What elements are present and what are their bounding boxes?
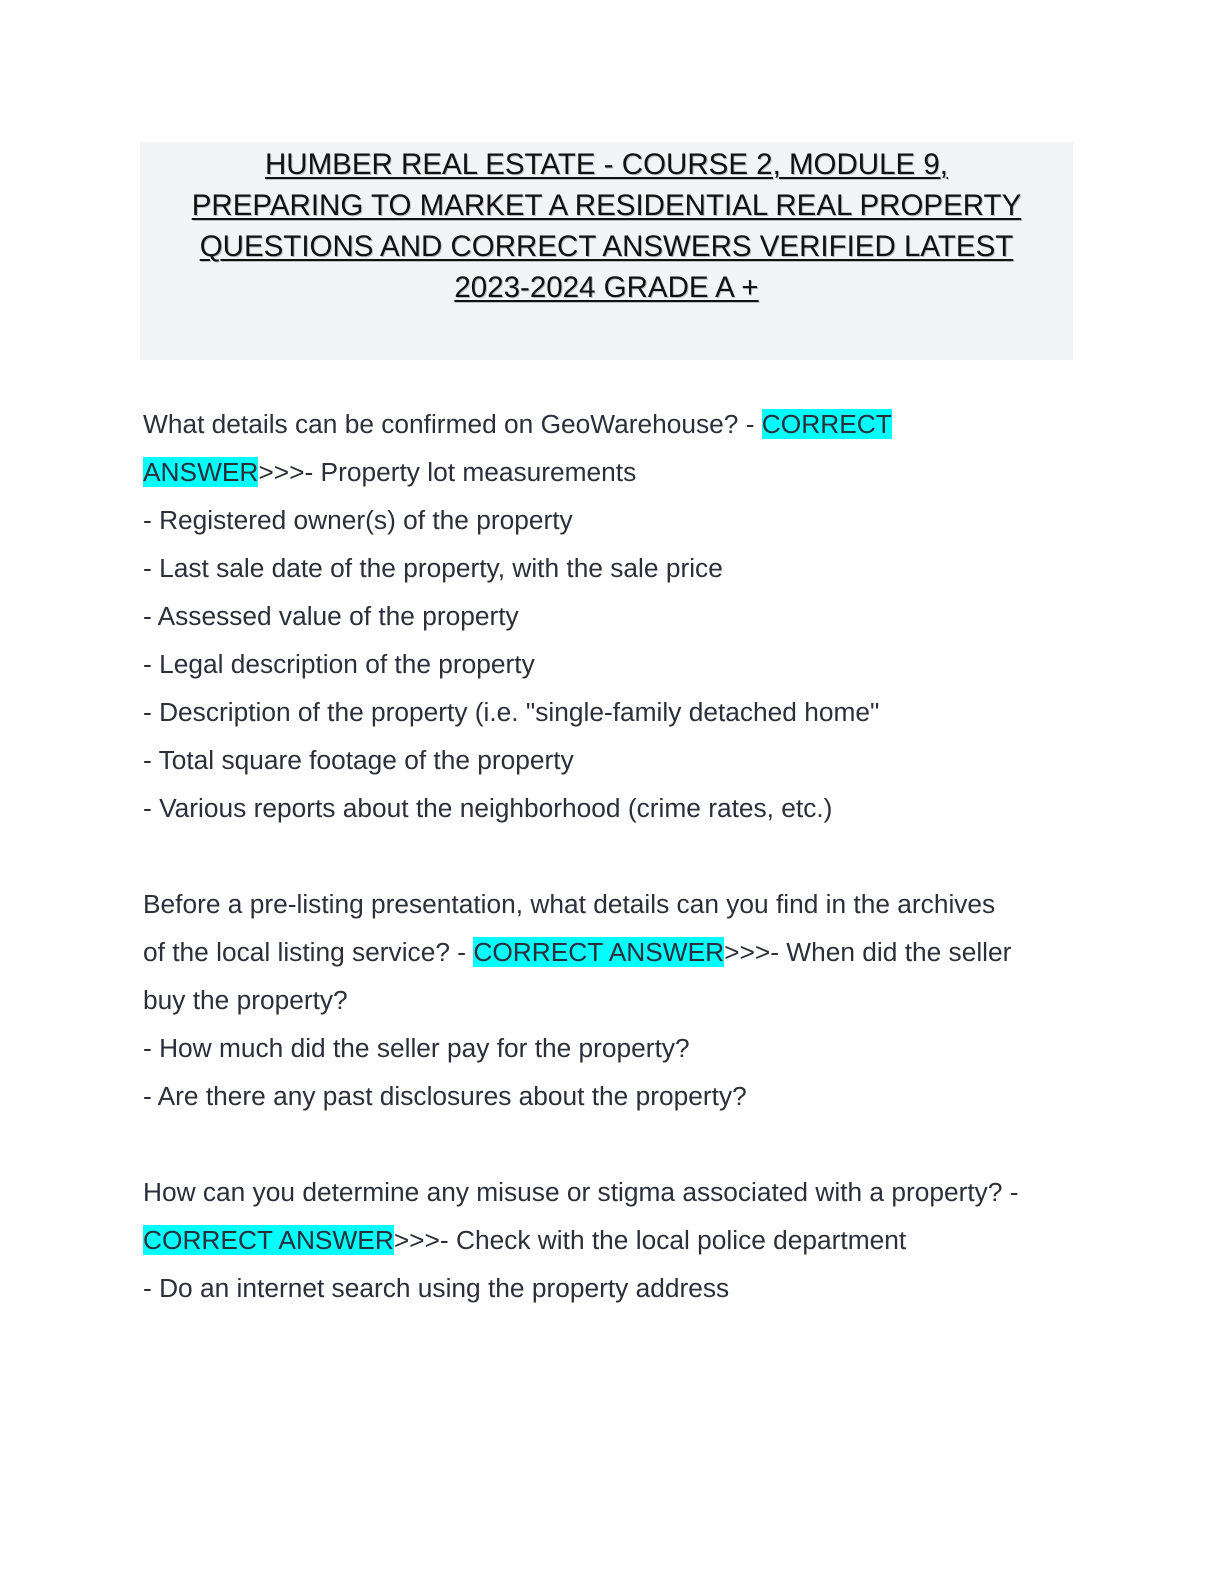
correct-answer-highlight: CORRECT ANSWER [473, 937, 725, 967]
answer-line: - How much did the seller pay for the property? [143, 1033, 690, 1063]
qa-item-stigma [143, 1168, 1083, 1312]
question-line: of the local listing service? - CORRECT ANSWER>>>- When did the seller [143, 937, 1012, 967]
correct-answer-highlight: CORRECT [761, 409, 892, 439]
question-line: Before a pre-listing presentation, what details can you find in the archives [143, 889, 996, 919]
paragraph-gap [143, 832, 1083, 880]
question-line: How can you determine any misuse or stigma associated with a property? - [143, 1177, 1019, 1207]
answer-line: buy the property? [143, 985, 348, 1015]
answer-line: - Total square footage of the property [143, 745, 574, 775]
title-line-1: HUMBER REAL ESTATE - COURSE 2, MODULE 9, [265, 148, 948, 181]
answer-line: ANSWER>>>- Property lot measurements [143, 457, 637, 487]
answer-line: - Are there any past disclosures about the property? [143, 1081, 747, 1111]
answer-line: CORRECT ANSWER>>>- Check with the local police department [143, 1225, 907, 1255]
question-line: What details can be confirmed on GeoWarehouse? - CORRECT [143, 409, 892, 439]
correct-answer-highlight: ANSWER [143, 457, 259, 487]
answer-line: - Legal description of the property [143, 649, 535, 679]
answer-line: - Assessed value of the property [143, 601, 519, 631]
qa-item-pre-listing [143, 880, 1083, 1120]
document-body [143, 400, 1083, 1312]
paragraph-gap [143, 1120, 1083, 1168]
answer-line: - Last sale date of the property, with the sale price [143, 553, 723, 583]
title-line-4: 2023-2024 GRADE A + [454, 271, 759, 304]
answer-line: - Various reports about the neighborhood (crime rates, etc.) [143, 793, 833, 823]
answer-line: - Do an internet search using the property address [143, 1273, 730, 1303]
qa-item-geowarehouse [143, 400, 1083, 832]
correct-answer-highlight: CORRECT ANSWER [143, 1225, 394, 1255]
answer-line: - Description of the property (i.e. "single-family detached home" [143, 697, 880, 727]
answer-line: - Registered owner(s) of the property [143, 505, 573, 535]
title-line-3: QUESTIONS AND CORRECT ANSWERS VERIFIED LATEST [199, 230, 1014, 263]
title-line-2: PREPARING TO MARKET A RESIDENTIAL REAL PROPERTY [191, 189, 1022, 222]
document-title-box [140, 142, 1073, 360]
